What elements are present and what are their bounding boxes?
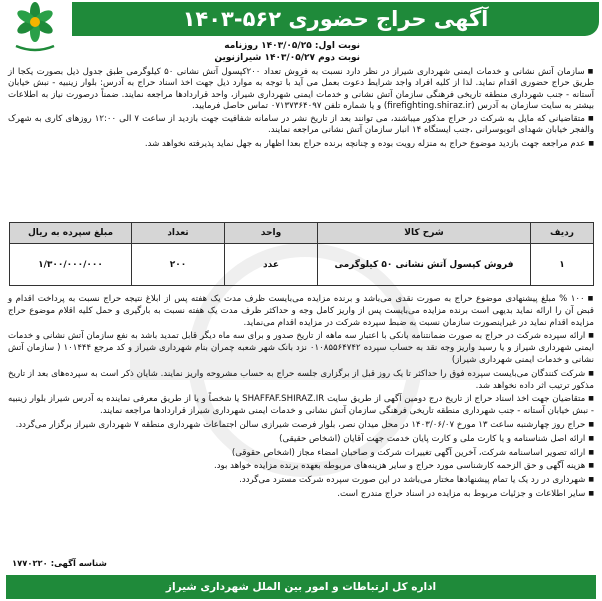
cell-row-number: ۱ <box>531 244 594 286</box>
col-description: شرح کالا <box>318 223 531 244</box>
term-item: ■ شرکت کنندگان می‌بایست سپرده فوق را حداکثر تا یک روز قبل از برگزاری جلسه حراج به حساب مشروحه واریز نمایند. شایان ذکر است به سپرده‌های بعد از تاریخ مذکور ترتیب اثر داده نخواهد شد. <box>8 368 594 393</box>
shiraz-municipality-logo-icon <box>6 2 64 54</box>
round-first: نوبت اول: ۱۴۰۳/۰۵/۲۵ روزنامه <box>224 41 360 51</box>
table-header-row <box>10 223 593 244</box>
cell-description: فروش کپسول آتش نشانی ۵۰ کیلوگرمی <box>318 244 531 286</box>
cell-deposit: ۱/۳۰۰/۰۰۰/۰۰۰ <box>38 259 103 270</box>
col-row-number: ردیف <box>531 223 594 244</box>
intro-paragraph: ■ متقاضیانی که مایل به شرکت در حراج مذکور میباشند، می توانند بعد از تاریخ نشر در سامانه شفافیت جهت بازدید از ساعت ۷ الی ۱۲:۰۰ روزهای کاری به شهرک والفجر خیابان شهدای اتوبوسرانی ،جنب ایستگاه ۱۴ انبار سازمان آتش نشانی مراجعه نمایند. <box>8 113 594 137</box>
items-table <box>9 222 594 286</box>
intro-paragraph: ■ سازمان آتش نشانی و خدمات ایمنی شهرداری شیراز در نظر دارد نسبت به فروش تعداد ۲۰۰کپسول آتش نشانی ۵۰ کیلوگرمی طبق جدول ذیل بصورت یکجا از طریق حراج حضوری اقدام نماید. لذا از کلیه افراد واجد شرایط دعوت بعمل می آید با توجه به موارد ذیل جهت اخذ اسناد حراج به آدرس: بلوار زینبیه - نبش خیابان آستانه - جنب شهرداری منطقه تاریخی فرهنگی سازمان آتش نشانی و خدمات ایمنی شهرداری شیراز، واحد قراردادها مراجعه نمایند. ضمناً درصورت نیاز به اطلاعات بیشتر به سایت سازمان به آدرس (firefighting.shiraz.ir) و یا شماره تلفن ۰۷۱۳۷۳۶۴۰۹۷ تماس حاصل فرمایید. <box>8 66 594 112</box>
term-item: ■ ۱۰۰ % مبلغ پیشنهادی موضوع حراج به صورت نقدی می‌باشد و برنده مزایده می‌بایست ظرف مدت یک هفته پس از ابلاغ نتیجه حراج نسبت به پرداخت اقدام و قبض آن را ارائه نماید بدیهی است برنده مزایده می‌بایست پس از واریز کامل وجه و حداکثر ظرف مدت یک هفته نسبت به بارگیری و حمل کلیه اقلام موضوع حراج مزایده اقدام نماید در غیراینصورت سازمان نسبت به ضبط سپرده شرکت در مزایده اقدام می‌نماید. <box>8 293 594 329</box>
term-item: ■ ارائه سپرده شرکت در حراج به صورت ضمانتنامه بانکی با اعتبار سه ماهه از تاریخ صدور و برای سه ماه دیگر قابل تمدید باشد به نفع سازمان آتش نشانی و خدمات ایمنی شهرداری شیراز و یا رسید واریز وجه نقد به حساب سپرده ۰۱۰۸۵۵۶۴۷۴۲ نزد بانک شهر شعبه چمران بنام شهرداری شیراز و کد مرجع ۱۰۱۴۴۴ ( سازمان آتش نشانی و خدمات ایمنی شهرداری شیراز) <box>8 330 594 366</box>
col-quantity: تعداد <box>132 223 225 244</box>
notice-id: شناسه آگهی: ۱۷۷۰۲۲۰ <box>12 558 107 568</box>
terms-section <box>8 293 594 502</box>
footer-bar: اداره کل ارتباطات و امور بین الملل شهرداری شیراز <box>6 575 596 599</box>
term-item: ■ حراج روز چهارشنبه ساعت ۱۳ مورخ ۱۴۰۳/۰۶/۰۷ در محل میدان نصر، بلوار فرصت شیرازی سالن اجتماعات شهرداری منطقه ۷ شهرداری شیراز برگزار می‌گردد. <box>8 419 594 432</box>
publication-rounds <box>120 40 360 64</box>
col-unit: واحد <box>225 223 318 244</box>
col-deposit: مبلغ سپرده به ریال <box>10 223 132 244</box>
term-item: ■ ارائه تصویر اساسنامه شرکت، آخرین آگهی تغییرات شرکت و صاحبان امضاء مجاز (اشخاص حقوقی) <box>8 447 594 460</box>
term-item: ■ متقاضیان جهت اخذ اسناد حراج از تاریخ درج دومین آگهی از طریق سایت SHAFFAF.SHIRAZ.IR یا شخصاً و یا از طریق معرفی نماینده به آدرس شیراز بلوار زینبیه - نبش خیابان آستانه - جنب شهرداری منطقه تاریخی فرهنگی سازمان آتش نشانی و خدمات ایمنی شهرداری شیراز قراردادها مراجعه نمایند. <box>8 393 594 418</box>
term-item: ■ هزینه آگهی و حق الزحمه کارشناسی مورد حراج و سایر هزینه‌های مربوطه بعهده برنده مزایده خواهد بود. <box>8 460 594 473</box>
intro-section <box>8 66 594 151</box>
intro-paragraph: ■ عدم مراجعه جهت بازدید موضوع حراج به منزله رویت بوده و چنانچه برنده حراج بعدا اظهار به جهل نماید پذیرفته نخواهد شد. <box>8 138 594 150</box>
notice-title: آگهی حراج حضوری ۵۶۲-۱۴۰۳ <box>72 2 599 36</box>
cell-unit: عدد <box>225 244 318 286</box>
term-item: ■ سایر اطلاعات و جزئیات مربوط به مزایده در اسناد حراج مندرج است. <box>8 488 594 501</box>
table-row <box>10 244 593 286</box>
term-item: ■ شهرداری در رد یک یا تمام پیشنهادها مختار می‌باشد در این صورت سپرده شرکت مسترد می‌گردد. <box>8 474 594 487</box>
cell-quantity: ۲۰۰ <box>132 244 225 286</box>
term-item: ■ ارائه اصل شناسنامه و یا کارت ملی و کارت پایان خدمت جهت آقایان (اشخاص حقیقی) <box>8 433 594 446</box>
round-second: نوبت دوم ۱۴۰۳/۰۵/۲۷ شیرازنوین <box>214 53 360 63</box>
